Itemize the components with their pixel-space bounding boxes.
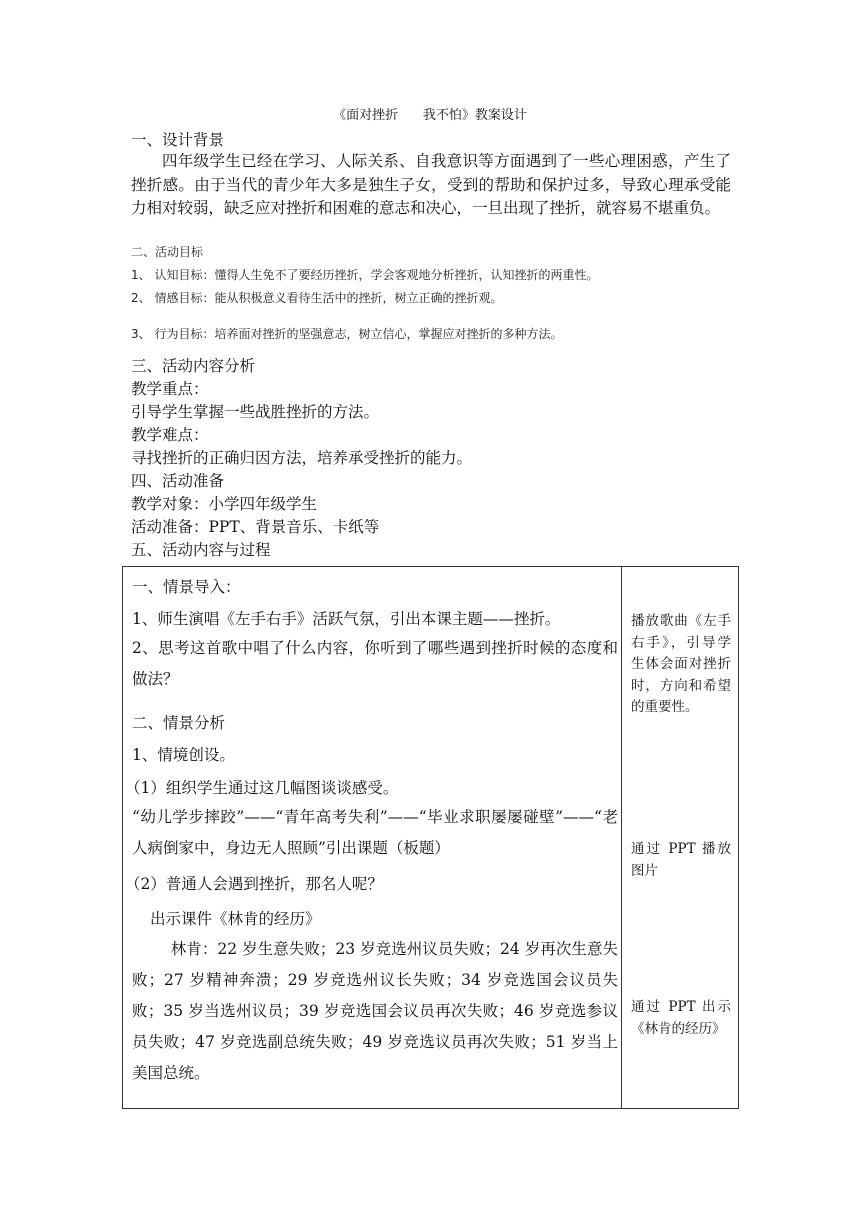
difficulty-label: 教学难点：	[131, 426, 209, 444]
section-heading-preparation: 四、活动准备	[131, 472, 225, 490]
goal-cognitive: 1、 认知目标：懂得人生免不了要经历挫折，学会客观地分析挫折，认知挫折的两重性。	[131, 268, 599, 282]
picture-sequence-text: “幼儿学步摔跤”——“青年高考失利”——“毕业求职屡屡碰壁”——“老人病倒家中，身边无人照顾”引出课题（板题）	[132, 808, 618, 857]
analysis-sub-2: （2）普通人会遇到挫折，那名人呢？	[125, 875, 383, 893]
goal-behavioral: 3、 行为目标：培养面对挫折的坚强意志，树立信心，掌握应对挫折的多种方法。	[131, 327, 563, 341]
situation-intro-heading: 一、情景导入：	[132, 578, 241, 596]
note-ppt-pictures: 通过 PPT 播放图片	[631, 841, 731, 879]
section-heading-goals: 二、活动目标	[131, 245, 204, 259]
goal-emotional: 2、 情感目标：能从积极意义看待生活中的挫折，树立正确的挫折观。	[131, 291, 503, 305]
note-play-song: 播放歌曲《左手右手》，引导学生体会面对挫折时，方向和希望的重要性。	[631, 613, 731, 715]
table-row	[123, 567, 739, 1109]
process-table	[122, 566, 739, 1109]
key-point-text: 引导学生掌握一些战胜挫折的方法。	[131, 403, 380, 421]
show-courseware-line: 出示课件《林肯的经历》	[150, 910, 321, 928]
process-notes-cell	[622, 567, 739, 1109]
section-heading-process: 五、活动内容与过程	[131, 541, 271, 559]
analysis-item-1: 1、情境创设。	[132, 746, 235, 764]
teaching-target: 教学对象：小学四年级学生	[131, 495, 318, 513]
intro-item-2: 2、思考这首歌中唱了什么内容，你听到了哪些遇到挫折时候的态度和做法？	[132, 639, 618, 688]
note-ppt-lincoln: 通过 PPT 出示《林肯的经历》	[631, 999, 731, 1037]
difficulty-text: 寻找挫折的正确归因方法，培养承受挫折的能力。	[131, 449, 473, 467]
section-heading-analysis: 三、活动内容分析	[131, 357, 256, 375]
background-paragraph: 四年级学生已经在学习、人际关系、自我意识等方面遇到了一些心理困惑，产生了挫折感。由于当代的青少年大多是独生子女，受到的帮助和保护过多，导致心理承受能力相对较弱，缺乏应对挫折和困难的意志和决心，一旦出现了挫折，就容易不堪重负。	[131, 152, 731, 217]
section-heading-background: 一、设计背景	[131, 131, 225, 149]
process-content-cell	[123, 567, 622, 1109]
analysis-sub-1: （1）组织学生通过这几幅图谈谈感受。	[125, 779, 399, 797]
key-point-label: 教学重点：	[131, 380, 209, 398]
intro-item-1: 1、师生演唱《左手右手》活跃气氛，引出本课主题——挫折。	[132, 610, 561, 628]
situation-analysis-heading: 二、情景分析	[132, 714, 226, 732]
activity-preparation: 活动准备：PPT、背景音乐、卡纸等	[131, 518, 380, 536]
lincoln-experience: 林肯：22 岁生意失败；23 岁竞选州议员失败；24 岁再次生意失败；27 岁精神奔溃；29 岁竞选州议长失败；34 岁竞选国会议员失败；35 岁当选州议员；39 岁竞选国会议员再次失败；46 岁竞选参议员失败；47 岁竞选副总统失败；49 岁竞选议员再次失败；51 岁当上美国总统。	[132, 940, 618, 1082]
document-title: 《面对挫折 我不怕》教案设计	[333, 108, 527, 123]
